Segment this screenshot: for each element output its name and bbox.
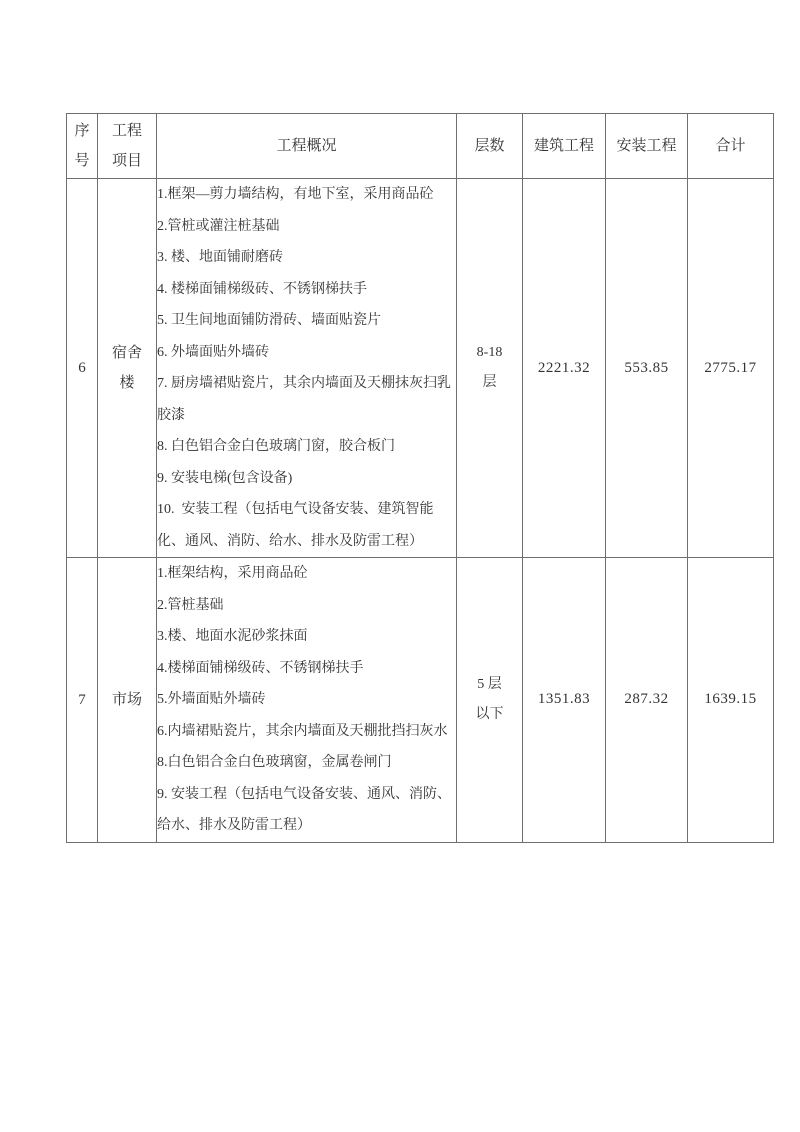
- cell-total-cost: 2775.17: [688, 179, 774, 558]
- project-summary-table: [66, 113, 774, 843]
- header-installation-line: 安装工程: [616, 138, 677, 154]
- header-floors-line: 层数: [474, 138, 505, 154]
- project-name-line: 楼: [119, 375, 135, 391]
- floors-line: 8-18: [476, 345, 503, 360]
- cell-floors: [457, 558, 523, 843]
- cell-installation-cost: 553.85: [606, 179, 688, 558]
- cell-installation-cost: 287.32: [606, 558, 688, 843]
- overview-item: 5. 卫生间地面铺防滑砖、墙面贴瓷片: [157, 313, 381, 328]
- header-no-line: 号: [74, 153, 90, 169]
- overview-item: 4.楼梯面铺梯级砖、不锈钢梯扶手: [157, 660, 364, 676]
- table-row: [67, 558, 774, 843]
- table-row: [67, 179, 774, 558]
- header-overview-line: 工程概况: [276, 138, 337, 154]
- floors-line: 以下: [475, 706, 504, 722]
- overview-item: 3.楼、地面水泥砂浆抹面: [157, 629, 308, 644]
- serial-number-text: 6: [78, 360, 86, 376]
- cell-serial-number: [67, 179, 98, 558]
- overview-item: 6.内墙裙贴瓷片，其余内墙面及天棚批挡扫灰水: [157, 723, 448, 739]
- overview-item: 5.外墙面贴外墙砖: [157, 692, 266, 707]
- header-construction-line: 建筑工程: [533, 138, 594, 154]
- header-project-line: 项目: [111, 153, 142, 169]
- cell-construction-cost: 2221.32: [523, 179, 606, 558]
- header-no: [67, 114, 98, 179]
- cell-overview: [157, 558, 457, 843]
- header-project-line: 工程: [111, 123, 142, 139]
- overview-item: 7. 厨房墙裙贴瓷片，其余内墙面及天棚抹灰扫乳胶漆: [157, 376, 451, 423]
- cell-total-cost: 1639.15: [688, 558, 774, 843]
- cell-floors: [457, 179, 523, 558]
- header-no-line: 序: [74, 123, 90, 139]
- overview-item: 8.白色铝合金白色玻璃窗，金属卷闸门: [157, 755, 392, 770]
- serial-number-text: 7: [78, 691, 86, 708]
- cell-serial-number: [67, 558, 98, 843]
- overview-item: 6. 外墙面贴外墙砖: [157, 344, 269, 360]
- header-total: [688, 114, 774, 179]
- header-construction: [523, 114, 606, 179]
- project-name-line: 宿舍: [111, 345, 142, 361]
- overview-item: 1.框架结构，采用商品砼: [157, 566, 308, 581]
- cell-construction-cost: 1351.83: [523, 558, 606, 843]
- overview-item: 3. 楼、地面铺耐磨砖: [157, 250, 283, 265]
- overview-item: 2.管桩或灌注桩基础: [157, 218, 280, 234]
- floors-line: 5 层: [477, 676, 502, 692]
- overview-item: 1.框架—剪力墙结构，有地下室，采用商品砼: [157, 187, 434, 202]
- header-project: [98, 114, 157, 179]
- overview-item: 9. 安装电梯(包含设备): [157, 470, 293, 486]
- header-installation: [606, 114, 688, 179]
- table-header-row: [67, 114, 774, 179]
- floors-line: 层: [482, 375, 497, 390]
- overview-item: 2.管桩基础: [157, 597, 224, 613]
- cell-project-name: [98, 179, 157, 558]
- overview-item: 10. 安装工程（包括电气设备安装、建筑智能化、通风、消防、给水、排水及防雷工程）: [157, 502, 434, 549]
- cell-project-name: [98, 558, 157, 843]
- overview-item: 9. 安装工程（包括电气设备安装、通风、消防、给水、排水及防雷工程）: [157, 786, 451, 833]
- overview-item: 8. 白色铝合金白色玻璃门窗，胶合板门: [157, 439, 395, 454]
- header-total-line: 合计: [715, 138, 746, 154]
- overview-item: 4. 楼梯面铺梯级砖、不锈钢梯扶手: [157, 281, 367, 297]
- header-overview: [157, 114, 457, 179]
- cell-overview: [157, 179, 457, 558]
- project-name-line: 市场: [111, 691, 142, 708]
- header-floors: [457, 114, 523, 179]
